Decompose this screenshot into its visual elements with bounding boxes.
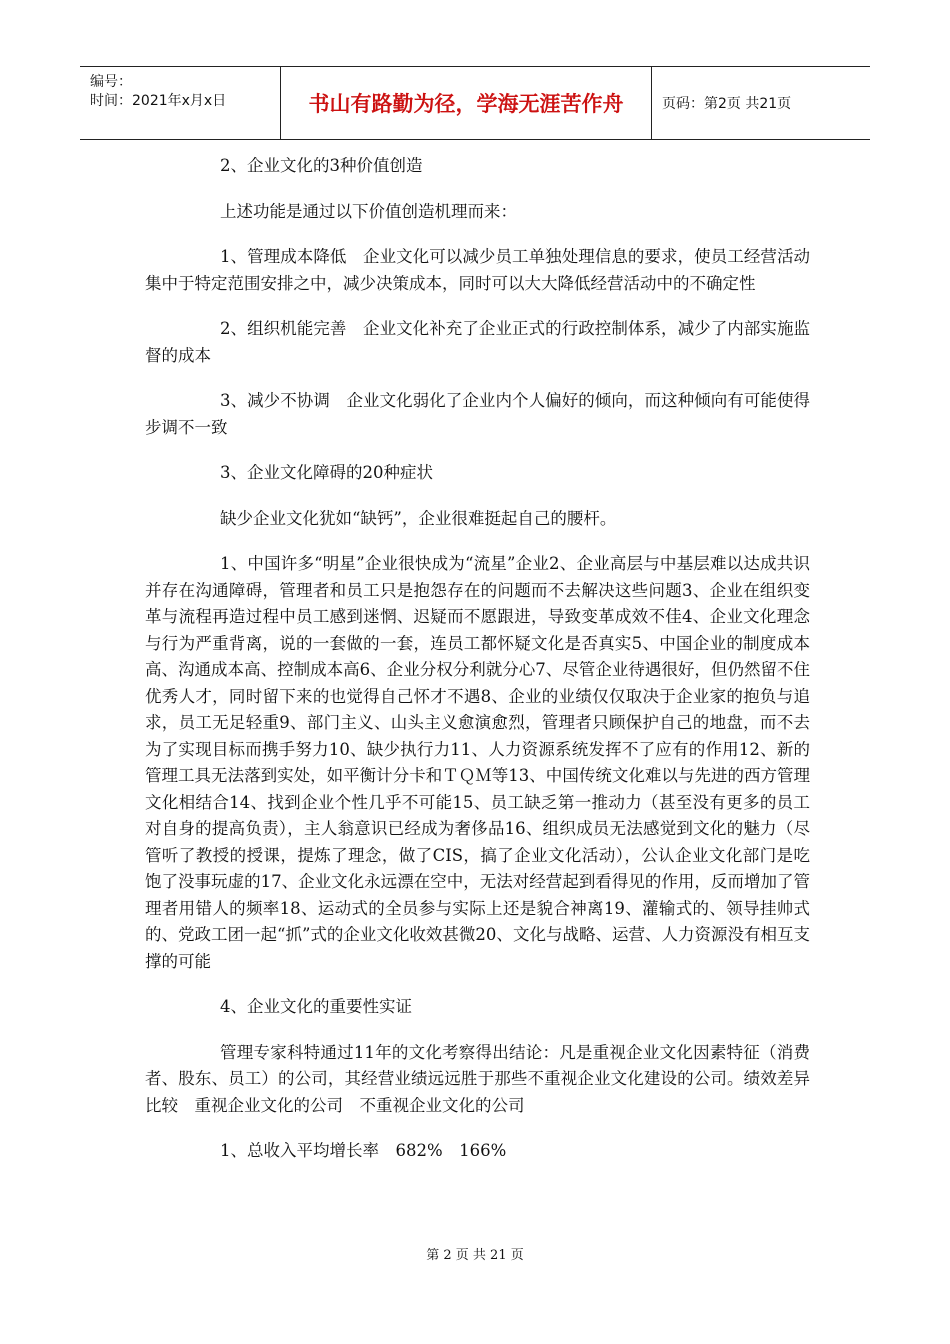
paragraph: 缺少企业文化犹如“缺钙”，企业很难挺起自己的腰杆。 [220, 508, 617, 528]
header-motto: 书山有路勤为径，学海无涯苦作舟 [281, 67, 652, 139]
document-number-label: 编号： [90, 74, 132, 90]
section-heading: 4、企业文化的重要性实证 [220, 997, 412, 1016]
paragraph: 2、组织机能完善 企业文化补充了企业正式的行政控制体系，减少了内部实施监督的成本 [145, 319, 810, 365]
document-date: 时间：2021年x月x日 [90, 93, 227, 109]
paragraph: 3、减少不协调 企业文化弱化了企业内个人偏好的倾向，而这种倾向有可能使得步调不一致 [145, 391, 810, 437]
header-meta [80, 67, 281, 139]
paragraph: 1、中国许多“明星”企业很快成为“流星”企业2、企业高层与中基层难以达成共识并存在沟通障碍，管理者和员工只是抱怨存在的问题而不去解决这些问题3、企业在组织变革与流程再造过程中员工感到迷惘、迟疑而不愿跟进，导致变革成效不佳4、企业文化理念与行为严重背离，说的一套做的一套，连员工都怀疑文化是否真实5、中国企业的制度成本高、沟通成本高、控制成本高6、企业分权分利就分心7、尽管企业待遇很好，但仍然留不住优秀人才，同时留下来的也觉得自己怀才不遇8、企业的业绩仅仅取决于企业家的抱负与追求，员工无足轻重9、部门主义、山头主义愈演愈烈，管理者只顾保护自己的地盘，而不去为了实现目标而携手努力10、缺少执行力11、人力资源系统发挥不了应有的作用12、新的管理工具无法落到实处，如平衡计分卡和ＴＱＭ等13、中国传统文化难以与先进的西方管理文化相结合14、找到企业个性几乎不可能15、员工缺乏第一推动力（甚至没有更多的员工对自身的提高负责），主人翁意识已经成为奢侈品16、组织成员无法感觉到文化的魅力（尽管听了教授的授课，提炼了理念，做了CIS，搞了企业文化活动），公认企业文化部门是吃饱了没事玩虚的17、企业文化永远漂在空中，无法对经营起到看得见的作用，反而增加了管理者用错人的频率18、运动式的全员参与实际上还是貌合神离19、灌输式的、领导挂帅式的、党政工团一起“抓”式的企业文化收效甚微20、文化与战略、运营、人力资源没有相互支撑的可能 [145, 554, 810, 971]
paragraph: 上述功能是通过以下价值创造机理而来： [220, 201, 517, 221]
section-heading: 2、企业文化的3种价值创造 [220, 156, 423, 175]
page-footer: 第 2 页 共 21 页 [426, 1248, 524, 1263]
page-header [80, 66, 870, 140]
paragraph: 1、总收入平均增长率 682% 166% [220, 1141, 507, 1160]
header-page-info: 页码：第2页 共21页 [662, 96, 792, 112]
paragraph: 管理专家科特通过11年的文化考察得出结论：凡是重视企业文化因素特征（消费者、股东、员工）的公司，其经营业绩远远胜于那些不重视企业文化建设的公司。绩效差异比较 重视企业文化的公司 不重视企业文化的公司 [145, 1042, 810, 1115]
document-body [145, 153, 810, 1184]
paragraph: 1、管理成本降低 企业文化可以减少员工单独处理信息的要求，使员工经营活动集中于特定范围安排之中，减少决策成本，同时可以大大降低经营活动中的不确定性 [145, 247, 810, 293]
section-heading: 3、企业文化障碍的20种症状 [220, 463, 433, 482]
